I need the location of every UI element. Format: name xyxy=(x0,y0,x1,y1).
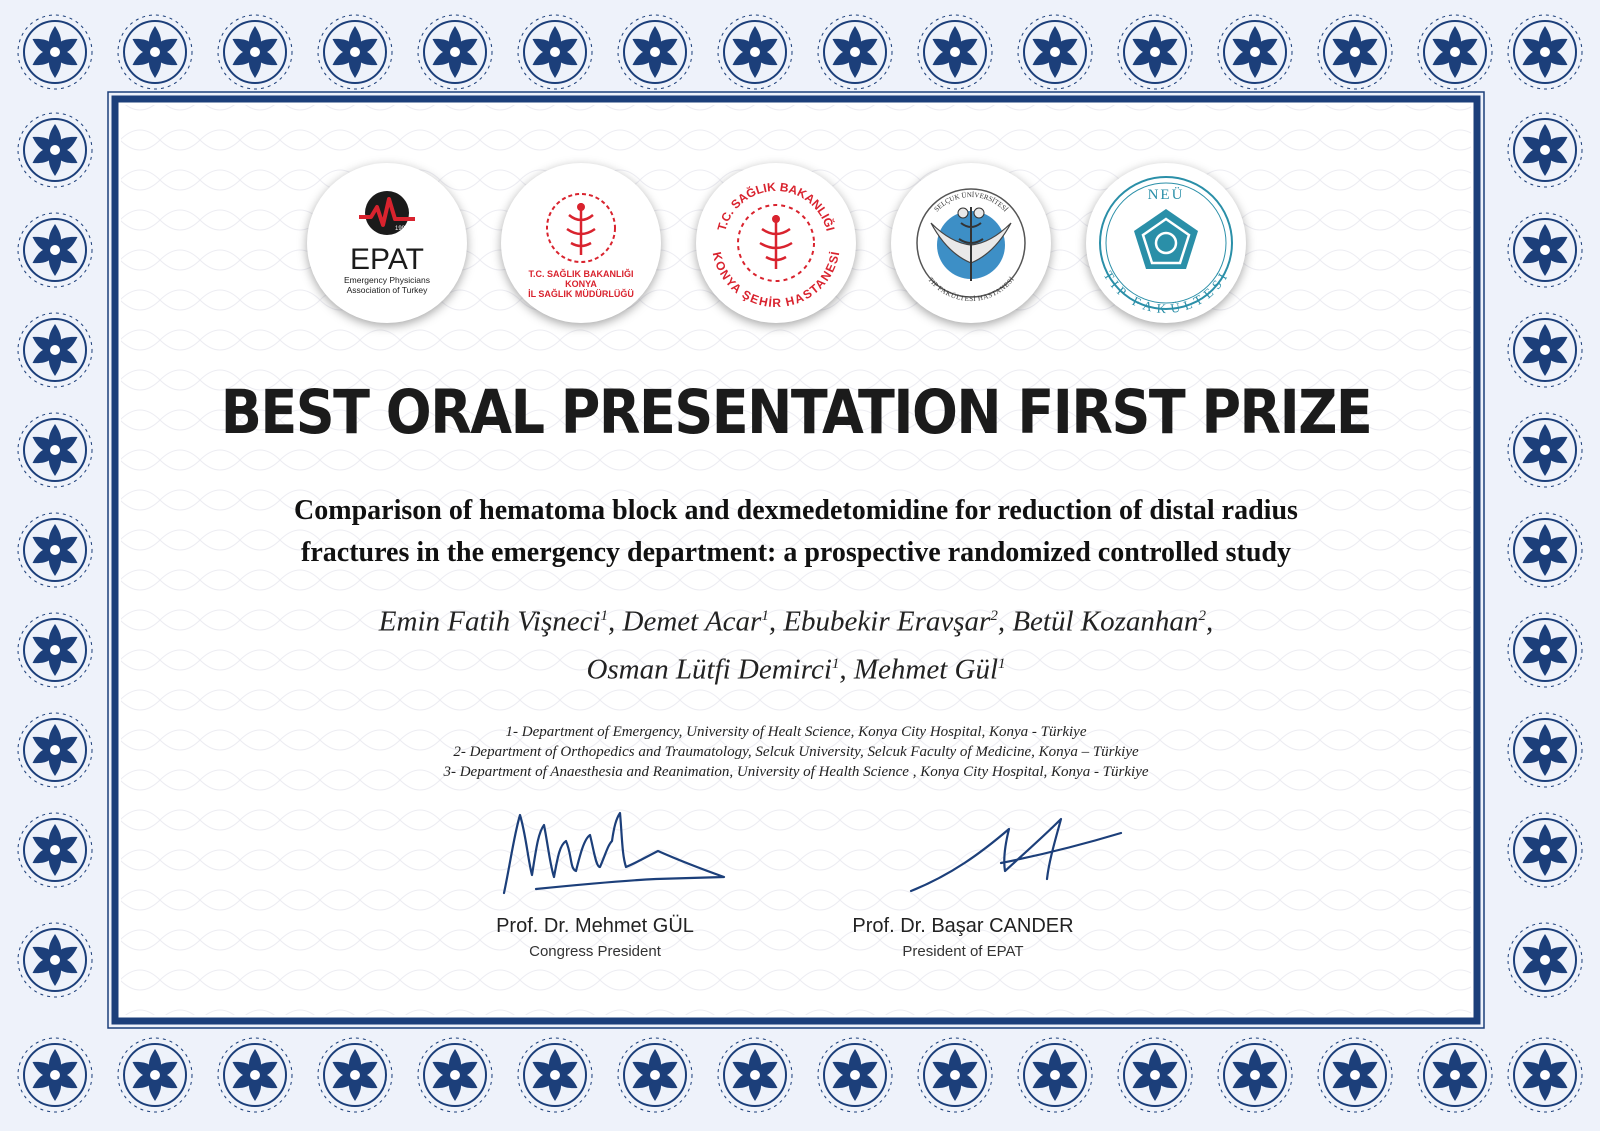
award-title: BEST ORAL PRESENTATION FIRST PRIZE xyxy=(220,377,1372,448)
signatory-role: Congress President xyxy=(529,943,661,960)
authors-line2: Osman Lütfi Demirci$^1$, Mehmet Gül$^1$ xyxy=(586,653,1006,686)
konya-sehir-hastanesi-logo xyxy=(696,163,856,323)
konya-il-line3: İL SAĞLIK MÜDÜRLÜĞÜ xyxy=(528,289,634,299)
author-name: Mehmet Gül xyxy=(853,653,999,686)
epat-line1: Emergency Physicians xyxy=(344,275,430,285)
affiliations xyxy=(141,722,1451,782)
neu-medical-faculty-logo xyxy=(1086,163,1246,323)
paper-title-line2: fractures in the emergency department: a prospective randomized controlled study xyxy=(301,537,1291,568)
author-affiliation-number: 2 xyxy=(1198,608,1206,624)
selcuk-top-arc: SELÇUK ÜNİVERSİTESİ xyxy=(932,190,1010,214)
authors xyxy=(141,595,1451,690)
paper-title-line1: Comparison of hematoma block and dexmedetomidine for reduction of distal radius xyxy=(294,495,1298,526)
affiliation: 2- Department of Orthopedics and Traumatology, Selcuk University, Selcuk Faculty of Medicine, Konya – Türkiye xyxy=(453,744,1139,760)
author-affiliation-number: 2 xyxy=(990,608,998,624)
konya-sehir-top-arc: T.C. SAĞLIK BAKANLIĞI xyxy=(714,179,838,233)
paper-title xyxy=(141,490,1451,574)
signature-mehmet-gul xyxy=(496,805,796,895)
author-name: Demet Acar xyxy=(622,605,762,638)
author-affiliation-number: 1 xyxy=(998,655,1006,672)
epat-logo xyxy=(307,163,467,323)
author-name: Betül Kozanhan xyxy=(1012,605,1199,638)
selcuk-university-logo xyxy=(891,163,1051,323)
signatory-name: Prof. Dr. Mehmet GÜL xyxy=(496,915,694,937)
signature-basar-cander xyxy=(891,805,1191,895)
svg-text:TIP FAKÜLTESİ xyxy=(1101,268,1232,316)
konya-sehir-bottom-arc: KONYA ŞEHİR HASTANESİ xyxy=(709,250,843,311)
epat-line2: Association of Turkey xyxy=(346,285,428,295)
authors-line1: Emin Fatih Vişneci$^1$, Demet Acar$^1$, Ebubekir Eravşar$^2$, Betül Kozanhan$^2$, xyxy=(378,605,1214,638)
author-name: Emin Fatih Vişneci xyxy=(378,605,601,638)
signatory-name: Prof. Dr. Başar CANDER xyxy=(852,915,1074,937)
affiliation: 3- Department of Anaesthesia and Reanimation, University of Health Science , Konya City Hospital, Konya - Türkiye xyxy=(443,764,1149,780)
konya-il-saglik-logo xyxy=(501,163,661,323)
affiliation: 1- Department of Emergency, University of Healt Science, Konya City Hospital, Konya - Türkiye xyxy=(505,724,1087,740)
author-affiliation-number: 1 xyxy=(600,608,609,624)
selcuk-bottom-arc: TIP FAKÜLTESİ HASTANESİ xyxy=(926,275,1016,304)
konya-il-line1: T.C. SAĞLIK BAKANLIĞI xyxy=(528,269,634,279)
author-name: Ebubekir Eravşar xyxy=(783,605,991,638)
epat-year: 1999 xyxy=(395,226,409,232)
konya-il-line2: KONYA xyxy=(565,279,597,289)
author-name: Osman Lütfi Demirci xyxy=(586,653,832,686)
author-affiliation-number: 1 xyxy=(761,608,769,624)
neu-bottom-arc: TIP FAKÜLTESİ xyxy=(1100,268,1232,317)
neu-top: NEÜ xyxy=(1147,187,1185,203)
certificate-body xyxy=(121,105,1471,1015)
signatory-role: President of EPAT xyxy=(902,943,1024,960)
epat-name: EPAT xyxy=(350,243,424,276)
author-affiliation-number: 1 xyxy=(831,655,840,672)
